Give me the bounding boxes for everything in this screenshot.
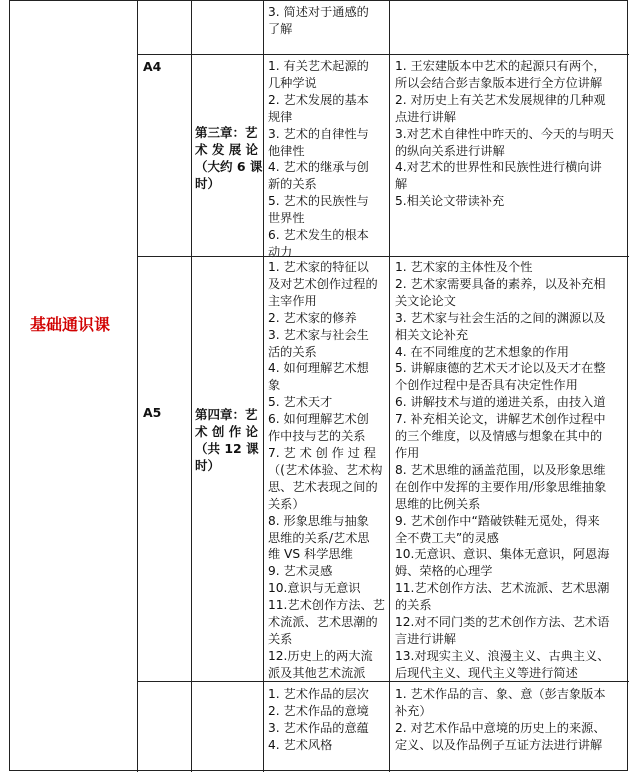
note-line: 在创作中发挥的主要作用/形象思维抽象	[395, 479, 607, 494]
course-code: A4	[143, 59, 162, 74]
note-line: 13.对现实主义、浪漫主义、古典主义、	[395, 648, 610, 663]
topic-line: 2. 艺术家的修养	[268, 310, 357, 325]
topics-cell	[268, 58, 369, 261]
note-line: 关文论论文	[395, 293, 456, 308]
topic-line: 10.意识与无意识	[268, 581, 361, 596]
note-line: 5. 讲解康德的艺术天才论以及天才在整	[395, 361, 606, 376]
course-table	[9, 0, 628, 771]
grid-line	[389, 1, 390, 772]
topic-line: 7. 艺 术 创 作 过 程	[268, 445, 376, 460]
notes-cell	[395, 686, 606, 754]
topic-line: 关系	[268, 631, 293, 646]
grid-line	[137, 54, 629, 55]
topic-line: 1. 艺术作品的层次	[268, 687, 369, 701]
topic-line: 12.历史上的两大流	[268, 648, 373, 663]
topic-line: 主宰作用	[268, 293, 317, 308]
topic-line: 11.艺术创作方法、艺	[268, 598, 385, 613]
note-line: 解	[395, 177, 408, 192]
chapter-line: 时）	[195, 176, 221, 191]
topic-line: 作中技与艺的关系	[268, 429, 366, 444]
topic-line: 3. 艺术的自律性与	[268, 126, 369, 141]
chapter-line: （大约 6 课	[195, 159, 263, 174]
topic-line: 关系）	[268, 496, 305, 511]
topic-line: 世界性	[268, 211, 305, 226]
note-line: 11.艺术创作方法、艺术流派、艺术思潮	[395, 581, 610, 596]
topic-line: 派及其他艺术流派	[268, 665, 366, 680]
topic-line: 动力	[268, 244, 293, 259]
note-line: 5.相关论文带读补充	[395, 194, 505, 209]
note-line: 1. 艺术家的主体性及个性	[395, 260, 533, 274]
note-line: 4.对艺术的世界性和民族性进行横向讲	[395, 160, 602, 175]
topic-line: 6. 艺术发生的根本	[268, 228, 369, 243]
chapter-line: 第三章：艺	[195, 125, 258, 140]
topic-line: 他律性	[268, 143, 305, 158]
note-line: 全不费工夫”的灵感	[395, 530, 499, 545]
topic-line: 4. 艺术风格	[268, 737, 333, 752]
topic-line: 3. 简述对于通感的	[268, 5, 369, 19]
topic-line: 8. 形象思维与抽象	[268, 513, 369, 528]
topic-line: 术流派、艺术思潮的	[268, 615, 378, 630]
note-line: 4. 在不同维度的艺术想象的作用	[395, 344, 569, 359]
notes-cell	[395, 58, 614, 210]
chapter-title	[195, 406, 259, 474]
topic-line: 9. 艺术灵感	[268, 564, 333, 579]
note-line: 点进行讲解	[395, 109, 456, 124]
topic-line: 2. 艺术发展的基本	[268, 92, 369, 107]
chapter-line: 第四章：艺	[195, 407, 258, 422]
note-line: 1. 王宏建版本中艺术的起源只有两个，	[395, 59, 606, 73]
notes-cell	[395, 259, 609, 682]
topic-line: 4. 如何理解艺术想	[268, 361, 369, 376]
note-line: 相关文论补充	[395, 327, 469, 342]
note-line: 的三个维度，以及情感与想象在其中的	[395, 429, 603, 444]
topic-line: 活的关系	[268, 344, 317, 359]
topic-line: 3. 艺术作品的意蕴	[268, 720, 369, 735]
note-line: 12.对不同门类的艺术创作方法、艺术语	[395, 615, 610, 630]
topic-line: 几种学说	[268, 75, 317, 90]
topic-line: 3. 艺术家与社会生	[268, 327, 369, 342]
topic-line: 维 VS 科学思维	[268, 547, 353, 562]
note-line: 姆、荣格的心理学	[395, 564, 493, 579]
note-line: 后现代主义、现代主义等进行简述	[395, 665, 578, 680]
topics-cell	[268, 259, 385, 682]
note-line: 个创作过程中是否具有决定性作用	[395, 378, 578, 393]
note-line: 6. 讲解技术与道的递进关系，由技入道	[395, 395, 606, 410]
topic-line: 5. 艺术天才	[268, 395, 333, 410]
note-line: 1. 艺术作品的言、象、意（彭吉象版本	[395, 687, 606, 701]
topics-cell	[268, 4, 369, 38]
note-line: 9. 艺术创作中“踏破铁鞋无觅处，得来	[395, 513, 600, 528]
note-line: 2. 对历史上有关艺术发展规律的几种观	[395, 92, 606, 107]
note-line: 作用	[395, 445, 420, 460]
topic-line: 6. 如何理解艺术创	[268, 412, 369, 427]
note-line: 7. 补充相关论文，讲解艺术创作过程中	[395, 412, 606, 427]
topic-line: 思维的关系/艺术思	[268, 530, 370, 545]
grid-line	[191, 1, 192, 772]
note-line: 的纵向关系进行讲解	[395, 143, 505, 158]
note-line: 所以会结合彭吉象版本进行全方位讲解	[395, 75, 603, 90]
note-line: 3. 艺术家与社会生活的之间的渊源以及	[395, 310, 606, 325]
grid-line	[137, 1, 138, 772]
chapter-line: 术 创 作 论	[195, 424, 259, 439]
topic-line: 思、艺术表现之间的	[268, 479, 378, 494]
course-code: A5	[143, 405, 162, 420]
note-line: 8. 艺术思维的涵盖范围，以及形象思维	[395, 462, 606, 477]
note-line: 3.对艺术自律性中昨天的、今天的与明天	[395, 126, 614, 141]
topic-line: 新的关系	[268, 177, 317, 192]
topic-line: 5. 艺术的民族性与	[268, 194, 369, 209]
chapter-line: 术 发 展 论	[195, 142, 259, 157]
note-line: 言进行讲解	[395, 631, 456, 646]
topic-line: 象	[268, 378, 281, 393]
topic-line: 2. 艺术作品的意境	[268, 703, 369, 718]
grid-line	[263, 1, 264, 772]
section-cell	[10, 1, 137, 772]
topic-line: 了解	[268, 21, 293, 36]
section-title: 基础通识课	[30, 315, 111, 334]
topic-line: 及对艺术创作过程的	[268, 276, 378, 291]
chapter-line: 时）	[195, 458, 221, 473]
topic-line: （(艺术体验、艺术构	[268, 462, 383, 477]
topic-line: 规律	[268, 109, 293, 124]
topic-line: 1. 有关艺术起源的	[268, 59, 369, 73]
note-line: 2. 对艺术作品中意境的历史上的来源、	[395, 720, 606, 735]
topic-line: 1. 艺术家的特征以	[268, 260, 369, 274]
note-line: 10.无意识、意识、集体无意识，阿恩海	[395, 547, 610, 562]
topics-cell	[268, 686, 369, 754]
grid-line	[137, 256, 629, 257]
note-line: 定义、以及作品例子互证方法进行讲解	[395, 737, 603, 752]
note-line: 思维的比例关系	[395, 496, 481, 511]
note-line: 2. 艺术家需要具备的素养，以及补充相	[395, 276, 606, 291]
chapter-title	[195, 124, 262, 192]
chapter-line: （共 12 课	[195, 441, 259, 456]
note-line: 的关系	[395, 598, 432, 613]
note-line: 补充）	[395, 703, 432, 718]
topic-line: 4. 艺术的继承与创	[268, 160, 369, 175]
